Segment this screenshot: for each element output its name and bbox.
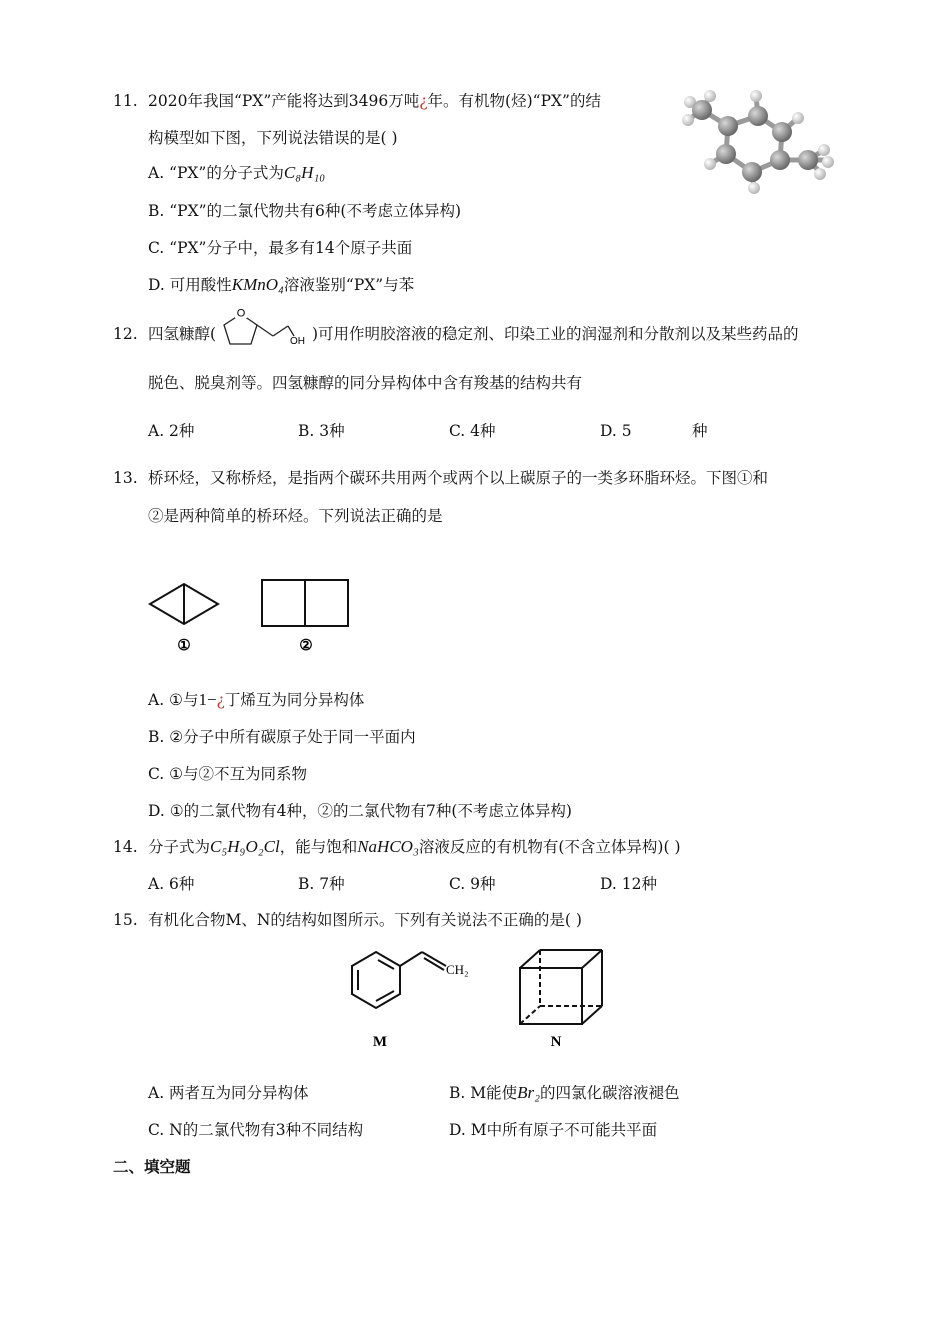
label-m: M xyxy=(372,1034,388,1050)
oh-label: OH xyxy=(290,336,305,347)
ring-oxygen-label: O xyxy=(236,307,246,320)
q15-b-formula: Br₂ xyxy=(517,1083,541,1102)
q15-option-c: C. N的二氯代物有3种不同结构 xyxy=(148,1121,364,1139)
q13-option-a xyxy=(148,689,364,711)
q13-a-formula: 1− xyxy=(198,690,217,709)
q15-number: 15. xyxy=(113,911,138,929)
q15-option-d: D. M中所有原子不可能共平面 xyxy=(449,1121,658,1139)
styrene-cubane-figure xyxy=(340,942,610,1054)
q12-number: 12. xyxy=(113,325,138,343)
q15-option-b xyxy=(449,1082,680,1104)
q14-option-c: C. 9种 xyxy=(449,875,496,893)
q15-b-pre: B. M能使 xyxy=(449,1084,518,1102)
q12-option-d: D. 5 xyxy=(600,422,632,440)
q14-stem xyxy=(148,836,681,858)
q11-stem-line1 xyxy=(148,90,601,112)
styrene-structure xyxy=(352,952,446,1008)
q12-option-a: A. 2种 xyxy=(148,422,195,440)
figure2-label: ② xyxy=(299,638,313,654)
q11-number: 11. xyxy=(113,92,138,110)
q14-formula2: NaHCO₃ xyxy=(357,837,419,856)
q11-option-b: B. “PX”的二氯代物共有6种(不考虑立体异构) xyxy=(148,202,462,220)
q13-stem-line2: ②是两种简单的桥环烃。下列说法正确的是 xyxy=(148,507,443,525)
px-molecule-model xyxy=(680,88,840,198)
q13-option-d: D. ①的二氯代物有4种，②的二氯代物有7种(不考虑立体异构) xyxy=(148,802,572,820)
q13-stem-line1: 桥环烃，又称桥烃，是指两个碳环共用两个或两个以上碳原子的一类多环脂环烃。下图①和 xyxy=(148,469,769,487)
q12-stem-b: )可用作明胶溶液的稳定剂、印染工业的润湿剂和分散剂以及某些药品的 xyxy=(312,325,799,343)
q14-stem-mid: ，能与饱和 xyxy=(279,838,358,856)
q14-option-b: B. 7种 xyxy=(298,875,345,893)
q14-number: 14. xyxy=(113,838,138,856)
q14-formula1: C₅H₉O₂Cl xyxy=(210,837,280,856)
q13-a-red: ¿ xyxy=(216,691,225,709)
bridged-hydrocarbons-figure xyxy=(140,572,370,662)
q11-stem-d: “PX”的结 xyxy=(532,92,601,110)
q11-stem-b: 年。有机物 xyxy=(427,92,506,110)
q13-a-pre: A. ①与 xyxy=(148,691,199,709)
q11-d-post: 溶液鉴别“PX”与苯 xyxy=(283,276,415,294)
label-n: N xyxy=(550,1034,562,1050)
q15-stem: 有机化合物M、N的结构如图所示。下列有关说法不正确的是( ) xyxy=(148,911,582,929)
cubane-structure xyxy=(520,950,602,1024)
q12-option-b: B. 3种 xyxy=(298,422,345,440)
q13-option-c: C. ①与②不互为同系物 xyxy=(148,765,308,783)
q11-stem-red: ¿ xyxy=(419,92,428,110)
q12-option-c: C. 4种 xyxy=(449,422,496,440)
q11-d-formula: KMnO₄ xyxy=(231,275,284,294)
q11-d-pre: D. 可用酸性 xyxy=(148,276,232,294)
q11-option-d xyxy=(148,274,414,296)
q14-option-a: A. 6种 xyxy=(148,875,195,893)
q13-option-b: B. ②分子中所有碳原子处于同一平面内 xyxy=(148,728,416,746)
q11-option-a xyxy=(148,162,325,184)
tetrahydrofurfuryl-alcohol-structure xyxy=(216,304,312,352)
q14-stem-pre: 分子式为 xyxy=(148,838,211,856)
q12-stem-line2: 脱色、脱臭剂等。四氢糠醇的同分异构体中含有羧基的结构共有 xyxy=(148,374,583,392)
q13-number: 13. xyxy=(113,469,138,487)
ch2-label: CH₂ xyxy=(446,962,469,977)
q11-a-formula: C₈H₁₀ xyxy=(283,163,326,182)
q14-stem-post: 溶液反应的有机物有(不含立体异构)( ) xyxy=(418,838,681,856)
q13-a-post: 丁烯互为同分异构体 xyxy=(224,691,365,709)
q11-stem-line2: 构模型如下图，下列说法错误的是( ) xyxy=(148,129,398,147)
q11-a-text: A. “PX”的分子式为 xyxy=(148,164,284,182)
q12-stem-a: 四氢糠醇( xyxy=(148,325,217,343)
q12-option-d-unit: 种 xyxy=(692,422,708,440)
section-heading: 二、填空题 xyxy=(113,1157,191,1176)
q11-stem-a: 2020年我国“PX”产能将达到3496万吨 xyxy=(148,92,420,110)
q15-option-a: A. 两者互为同分异构体 xyxy=(148,1084,309,1102)
figure1-label: ① xyxy=(177,638,191,654)
q11-option-c: C. “PX”分子中，最多有14个原子共面 xyxy=(148,239,413,257)
q14-option-d: D. 12种 xyxy=(600,875,657,893)
q15-b-post: 的四氯化碳溶液褪色 xyxy=(540,1084,680,1102)
q11-stem-c: (烃) xyxy=(505,92,533,110)
